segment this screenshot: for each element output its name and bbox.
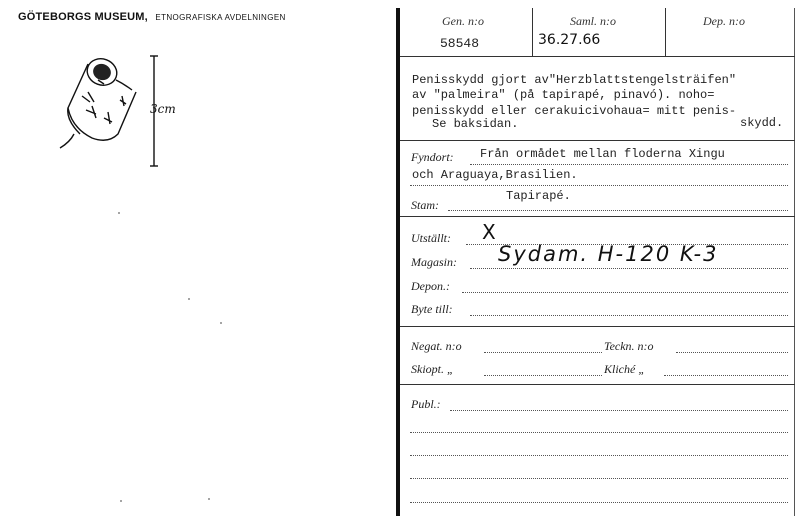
fyndort-rule	[400, 216, 795, 217]
skiopt-label: Skiopt. „	[411, 362, 454, 376]
description-line-2: av "palmeira" (på tapirapé, pinavó). noho=	[412, 88, 715, 102]
byte-label: Byte till:	[411, 302, 453, 316]
speck	[188, 298, 190, 300]
dotted-line	[664, 375, 788, 376]
photo-rule	[400, 384, 795, 385]
dotted-line	[450, 410, 788, 411]
measure-label: 3cm	[150, 102, 176, 116]
negat-label: Negat. n:o	[411, 339, 462, 353]
description-line-5: skydd.	[740, 116, 784, 130]
magasin-value: Sydam. H-120 K-3	[498, 242, 719, 266]
dep-label: Dep. n:o	[703, 14, 745, 28]
dotted-line	[410, 455, 788, 456]
teckn-label: Teckn. n:o	[604, 339, 654, 353]
stam-label: Stam:	[411, 198, 439, 212]
dotted-line	[448, 210, 788, 211]
dotted-line	[470, 268, 788, 269]
gen-label: Gen. n:o	[442, 14, 484, 28]
storage-rule	[400, 326, 795, 327]
museum-name: GÖTEBORGS MUSEUM,	[18, 11, 148, 23]
speck	[208, 498, 210, 500]
publ-label: Publ.:	[411, 397, 441, 411]
magasin-label: Magasin:	[411, 255, 457, 269]
utstallt-value: X	[482, 220, 496, 244]
dotted-line	[470, 164, 788, 165]
box-divider	[665, 8, 666, 56]
card-left-border	[396, 8, 400, 516]
dotted-line	[410, 185, 788, 186]
dotted-line	[410, 502, 788, 503]
kliche-label: Kliché „	[604, 362, 645, 376]
object-sketch	[58, 50, 198, 175]
dotted-line	[484, 375, 602, 376]
saml-value: 36.27.66	[538, 32, 601, 48]
description-rule	[400, 140, 795, 141]
fyndort-line-2: och Araguaya,Brasilien.	[412, 168, 578, 182]
stam-value: Tapirapé.	[506, 189, 571, 203]
fyndort-label: Fyndort:	[411, 150, 454, 164]
fyndort-line-1: Från ormådet mellan floderna Xingu	[480, 147, 725, 161]
dotted-line	[410, 478, 788, 479]
card-right-border	[794, 8, 795, 516]
header-rule	[400, 56, 795, 57]
box-divider	[532, 8, 533, 56]
description-line-4: Se baksidan.	[432, 117, 519, 131]
gen-value: 58548	[440, 36, 480, 51]
speck	[118, 212, 120, 214]
speck	[220, 322, 222, 324]
dotted-line	[470, 315, 788, 316]
description-line-3: penisskydd eller cerakuicivohaua= mitt penis-	[412, 104, 737, 118]
depon-label: Depon.:	[411, 279, 450, 293]
saml-label: Saml. n:o	[570, 14, 616, 28]
dotted-line	[484, 352, 602, 353]
dotted-line	[462, 292, 788, 293]
department-name: ETNOGRAFISKA AVDELNINGEN	[155, 13, 286, 22]
dotted-line	[676, 352, 788, 353]
speck	[120, 500, 122, 502]
description-line-1: Penisskydd gjort av"Herzblattstengelsträifen"	[412, 73, 737, 87]
card-header	[18, 7, 286, 25]
dotted-line	[410, 432, 788, 433]
utstallt-label: Utställt:	[411, 231, 452, 245]
